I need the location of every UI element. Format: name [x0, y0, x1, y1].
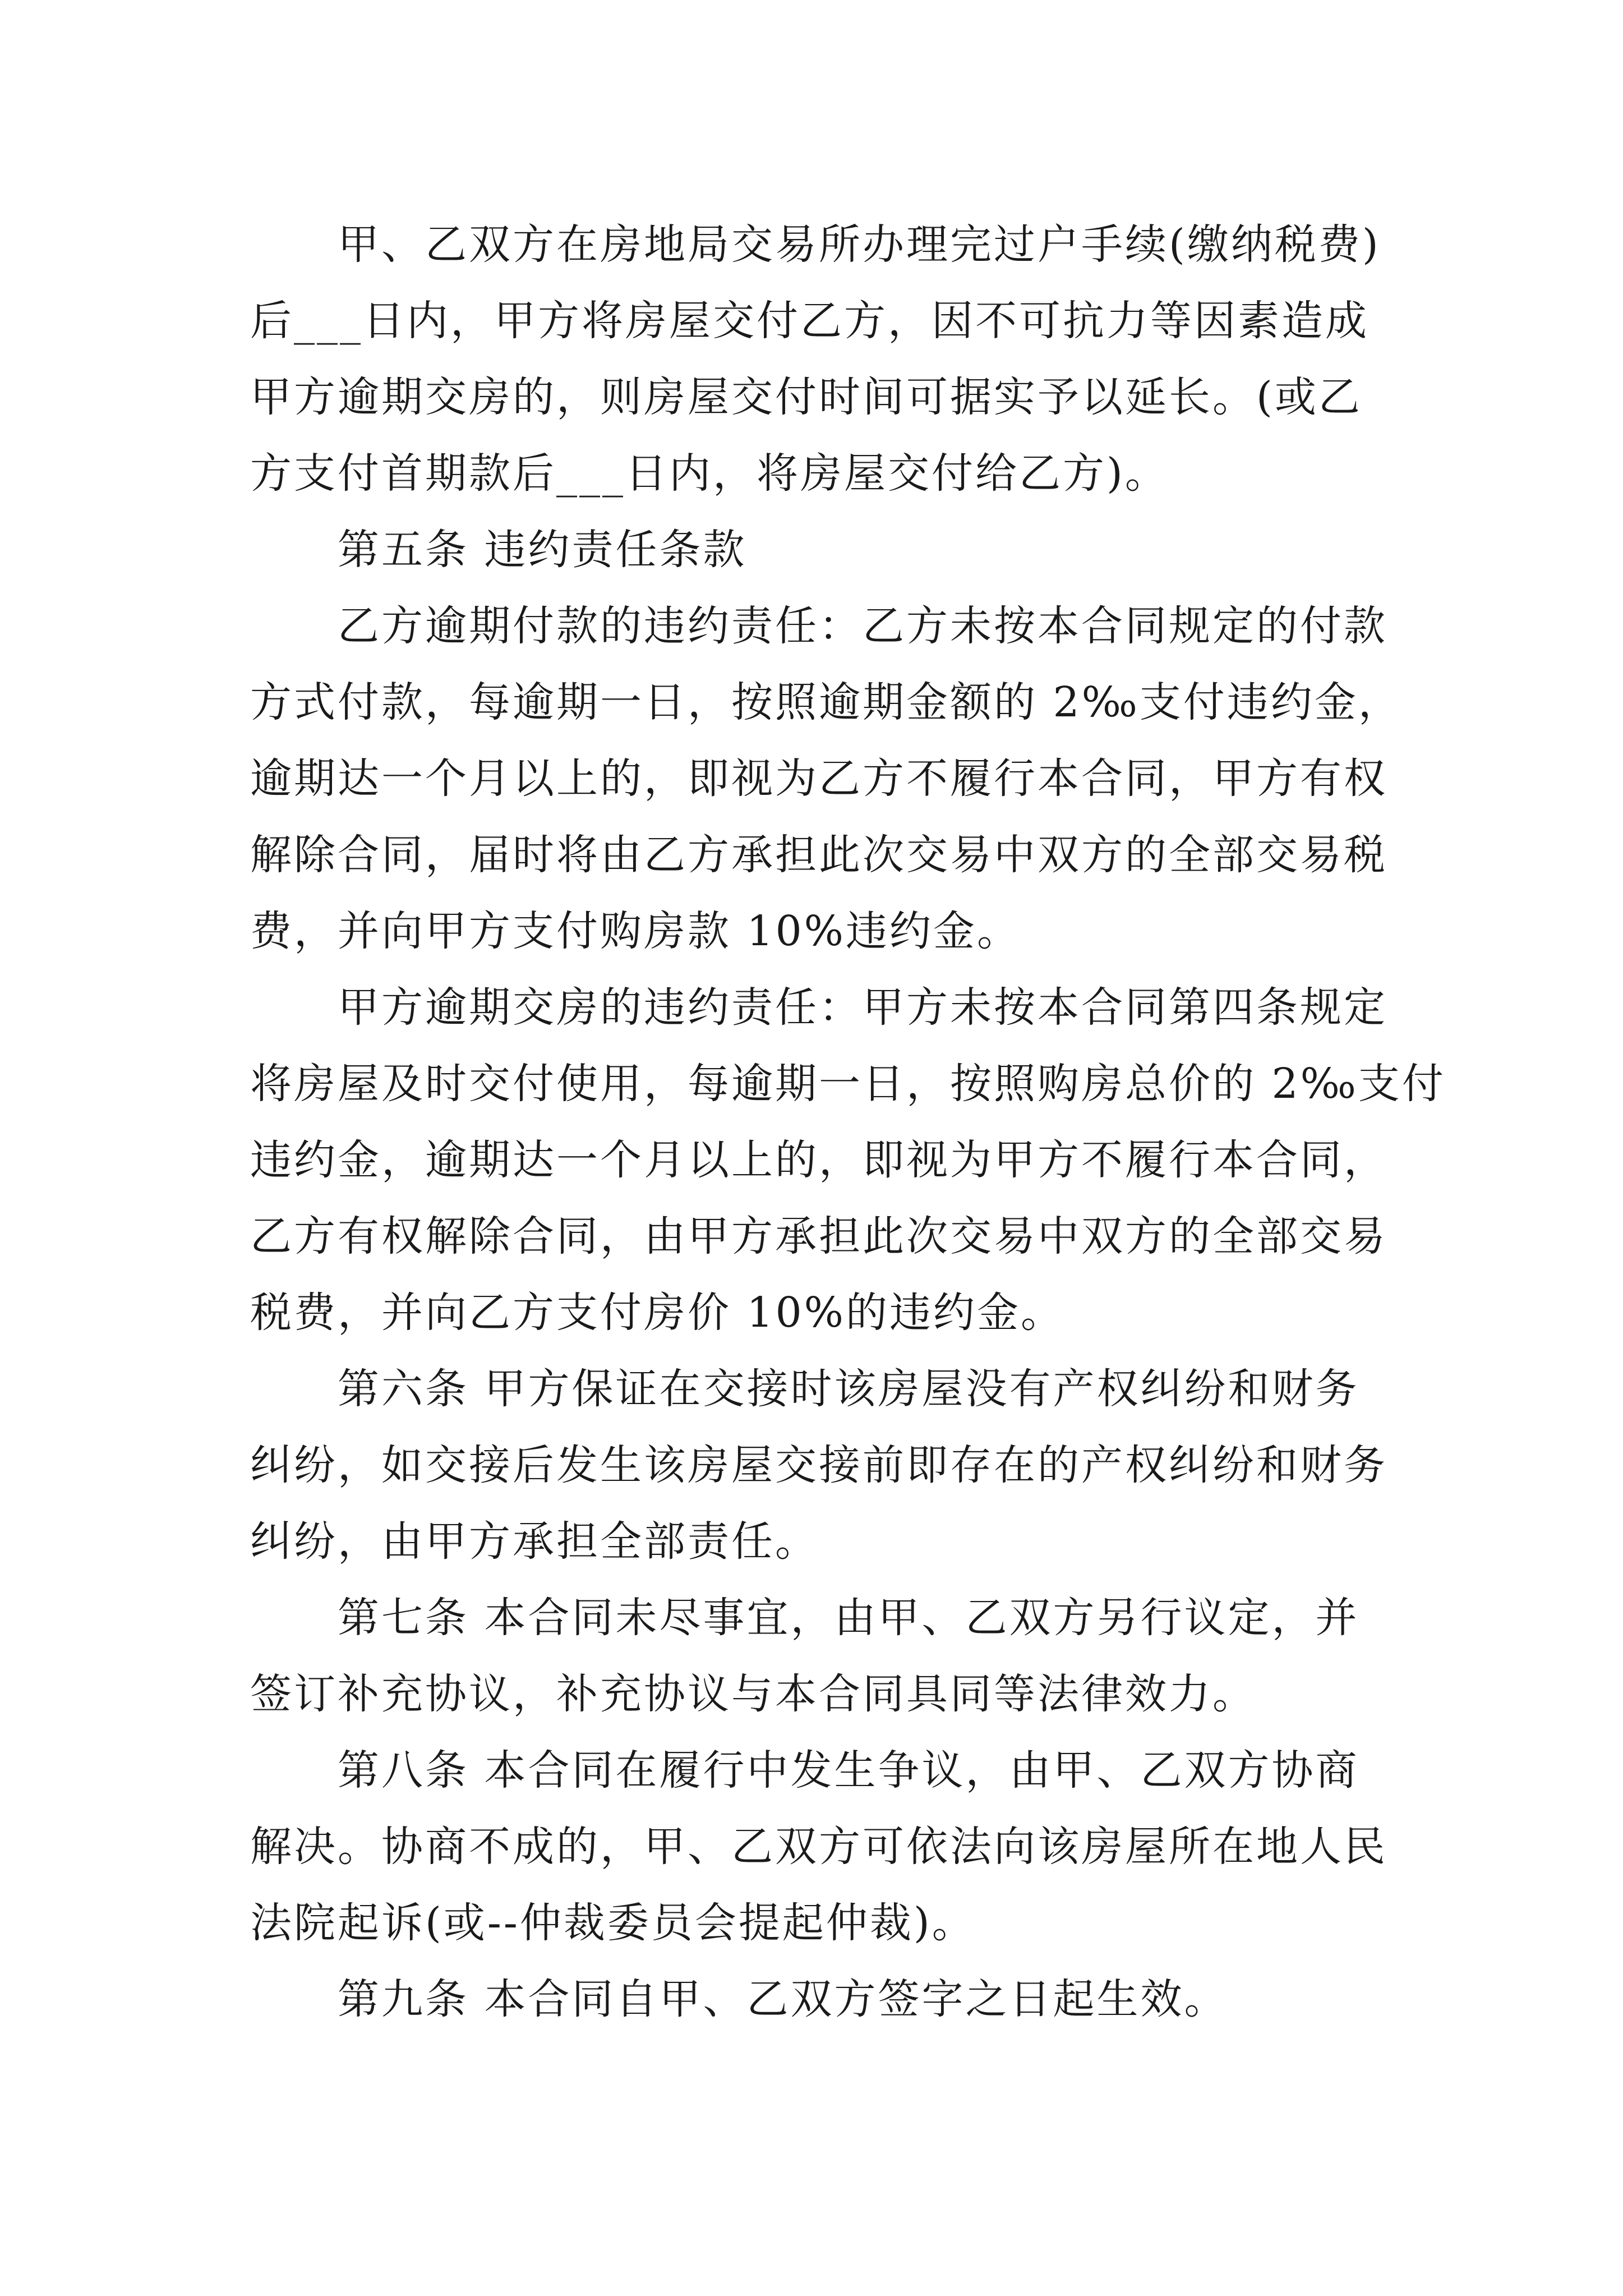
text-line: 纠纷，由甲方承担全部责任。 [250, 1517, 819, 1566]
text-line: 解除合同，届时将由乙方承担此次交易中双方的全部交易税 [250, 831, 1387, 879]
text-line: 方支付首期款后___日内，将房屋交付给乙方)。 [250, 449, 1169, 498]
text-line: 甲方逾期交房的，则房屋交付时间可据实予以延长。(或乙 [250, 373, 1362, 421]
text-line: 违约金，逾期达一个月以上的，即视为甲方不履行本合同， [250, 1136, 1387, 1184]
text-line: 纠纷，如交接后发生该房屋交接前即存在的产权纠纷和财务 [250, 1441, 1387, 1489]
text-line: 乙方有权解除合同，由甲方承担此次交易中双方的全部交易 [250, 1212, 1387, 1260]
text-line: 方式付款，每逾期一日，按照逾期金额的 2‰支付违约金， [250, 678, 1402, 726]
text-line: 甲、乙双方在房地局交易所办理完过户手续(缴纳税费) [338, 220, 1381, 269]
text-line: 乙方逾期付款的违约责任：乙方未按本合同规定的付款 [338, 602, 1387, 650]
text-line: 逾期达一个月以上的，即视为乙方不履行本合同，甲方有权 [250, 754, 1387, 803]
paragraph-article-9 [250, 1961, 1377, 2037]
paragraph-buyer-late-payment [250, 588, 1402, 969]
text-line: 费，并向甲方支付购房款 10%违约金。 [250, 907, 1021, 955]
article-5-heading [250, 512, 1377, 588]
text-line: 解决。协商不成的，甲、乙双方可依法向该房屋所在地人民 [250, 1823, 1387, 1871]
text-line: 第八条 本合同在履行中发生争议，由甲、乙双方协商 [338, 1746, 1359, 1795]
text-line: 签订补充协议，补充协议与本合同具同等法律效力。 [250, 1670, 1256, 1718]
text-line: 第五条 违约责任条款 [338, 526, 747, 574]
text-line: 后___日内，甲方将房屋交付乙方，因不可抗力等因素造成 [250, 297, 1369, 345]
paragraph-article-7 [250, 1580, 1377, 1732]
text-line: 税费，并向乙方支付房价 10%的违约金。 [250, 1289, 1064, 1337]
paragraph-article-6 [250, 1351, 1387, 1580]
text-line: 第九条 本合同自甲、乙双方签字之日起生效。 [338, 1975, 1228, 2023]
document-page [250, 206, 1446, 2037]
text-line: 将房屋及时交付使用，每逾期一日，按照购房总价的 2‰支付 [250, 1060, 1446, 1108]
text-line: 第六条 甲方保证在交接时该房屋没有产权纠纷和财务 [338, 1365, 1359, 1413]
text-line: 甲方逾期交房的违约责任：甲方未按本合同第四条规定 [338, 983, 1387, 1032]
paragraph-seller-late-delivery [250, 969, 1446, 1351]
paragraph-article-8 [250, 1732, 1387, 1961]
text-line: 法院起诉(或--仲裁委员会提起仲裁)。 [250, 1899, 976, 1947]
paragraph-delivery-clause [250, 206, 1381, 512]
text-line: 第七条 本合同未尽事宜，由甲、乙双方另行议定，并 [338, 1594, 1359, 1642]
